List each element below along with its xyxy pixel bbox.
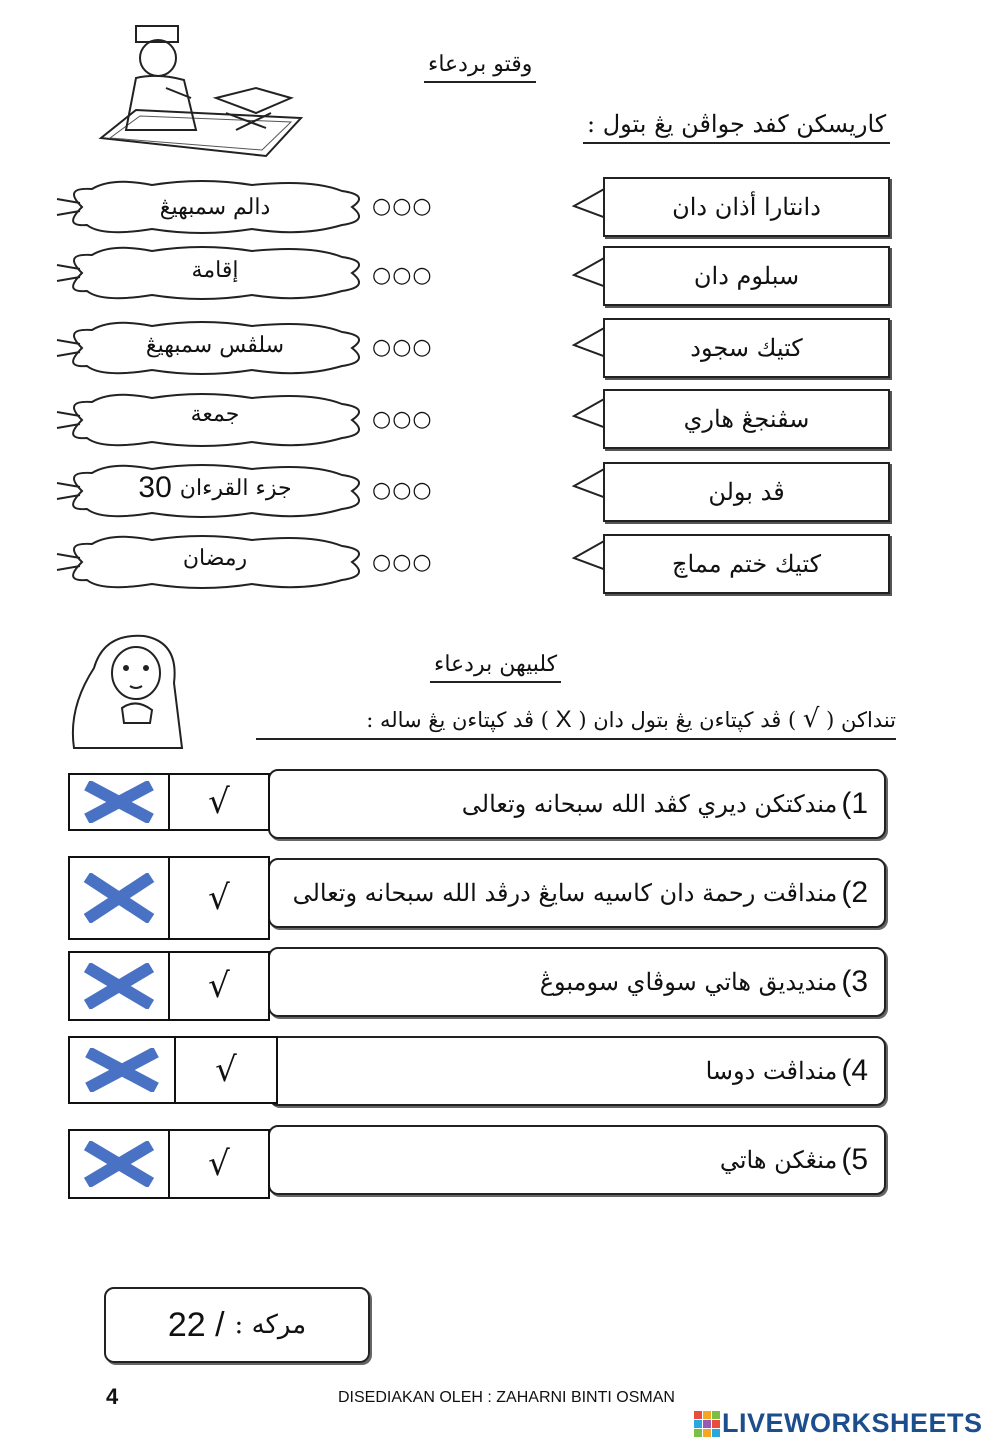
question-box: كتيك سجود (603, 318, 890, 378)
statement-number: 2) (841, 876, 868, 909)
statement-text: منديديق هاتي سوڤاي سومبوڠ (539, 968, 838, 996)
connector-dots[interactable]: ○○○ (372, 335, 433, 360)
statement-number: 1) (841, 787, 868, 820)
statement-box (268, 858, 886, 928)
check-option[interactable]: √ (208, 878, 230, 918)
answer-text[interactable]: دالم سمبهيڠ (159, 194, 271, 220)
x-symbol: X (555, 706, 572, 733)
x-mark-icon (83, 1141, 155, 1187)
brand-text: LIVEWORKSHEETS (722, 1408, 983, 1438)
answer-text[interactable]: رمضان (182, 545, 248, 571)
answer-choice-box (68, 951, 270, 1021)
instruction-part-c: ) ڤد كپتاءن يڠ ساله : (366, 708, 549, 732)
box-pointer (572, 538, 606, 572)
x-mark-icon (84, 1048, 160, 1092)
logo-icon (694, 1411, 720, 1437)
instruction-part-b: ) ڤد كپتاءن يڠ بتول دان ( (578, 708, 797, 732)
connector-dots[interactable]: ○○○ (372, 550, 433, 575)
check-option[interactable]: √ (208, 1144, 230, 1184)
statement-box (268, 1036, 886, 1106)
question-box: كتيك ختم مماچ (603, 534, 890, 594)
x-option[interactable] (70, 953, 170, 1019)
score-box (104, 1287, 370, 1363)
credit-text: DISEDIAKAN OLEH : ZAHARNI BINTI OSMAN (338, 1389, 675, 1406)
score-label: مركه : (234, 1310, 307, 1340)
box-pointer (572, 255, 606, 289)
statement-box (268, 769, 886, 839)
statement-text: منداڤت دوسا (705, 1057, 838, 1085)
x-option[interactable] (70, 858, 170, 938)
box-pointer (572, 396, 606, 430)
connector-dots[interactable]: ○○○ (372, 263, 433, 288)
statement-text: منداڤت رحمة دان كاسيه سايڠ درڤد الله سبحانه وتعالى (292, 879, 838, 907)
connector-dots[interactable]: ○○○ (372, 407, 433, 432)
box-pointer (572, 186, 606, 220)
answer-words: جزء القرءان (179, 475, 292, 501)
statement-text: مندكتكن ديري كڤد الله سبحانه وتعالى (461, 790, 838, 818)
question-box: ڤد بولن (603, 462, 890, 522)
x-option[interactable] (70, 1038, 176, 1102)
statement-number: 3) (841, 965, 868, 998)
score-value: 22 / (167, 1305, 225, 1344)
answer-text[interactable]: سلڤس سمبهيڠ (145, 332, 285, 358)
check-option[interactable]: √ (208, 782, 230, 822)
x-mark-icon (83, 963, 155, 1009)
answer-choice-box (68, 1129, 270, 1199)
question-box: دانتارا أذان دان (603, 177, 890, 237)
girl-praying-illustration (64, 628, 194, 758)
statement-number: 4) (841, 1054, 868, 1087)
x-mark-icon (83, 873, 155, 923)
answer-number: 30 (138, 471, 172, 504)
answer-choice-box (68, 856, 270, 940)
answer-choice-box (68, 1036, 278, 1104)
section2-instruction (256, 704, 896, 740)
answer-text[interactable]: جمعة (190, 401, 240, 427)
page-number: 4 (106, 1384, 119, 1409)
check-option[interactable]: √ (215, 1050, 237, 1090)
x-mark-icon (83, 781, 155, 823)
box-pointer (572, 466, 606, 500)
statement-box (268, 1125, 886, 1195)
boy-praying-illustration (96, 18, 306, 158)
box-pointer (572, 325, 606, 359)
liveworksheets-logo (694, 1408, 983, 1439)
statement-text: منڠكن هاتي (719, 1146, 838, 1174)
connector-dots[interactable]: ○○○ (372, 478, 433, 503)
statement-box (268, 947, 886, 1017)
statement-number: 5) (841, 1143, 868, 1176)
section1-title: وقتو بردعاء (424, 52, 536, 83)
answer-choice-box (68, 773, 270, 831)
answer-text[interactable]: إقامة (191, 257, 239, 283)
check-option[interactable]: √ (208, 966, 230, 1006)
question-box: سبلوم دان (603, 246, 890, 306)
check-symbol: √ (802, 704, 820, 734)
section2-title: كلبيهن بردعاء (430, 652, 561, 683)
answer-text[interactable] (70, 458, 360, 518)
x-option[interactable] (70, 1131, 170, 1197)
instruction-part-a: تنداكن ( (826, 708, 896, 732)
section1-instruction: كاريسكن كفد جواڤن يڠ بتول : (583, 110, 890, 144)
connector-dots[interactable]: ○○○ (372, 194, 433, 219)
x-option[interactable] (70, 775, 170, 829)
question-box: سڤنجڠ هاري (603, 389, 890, 449)
